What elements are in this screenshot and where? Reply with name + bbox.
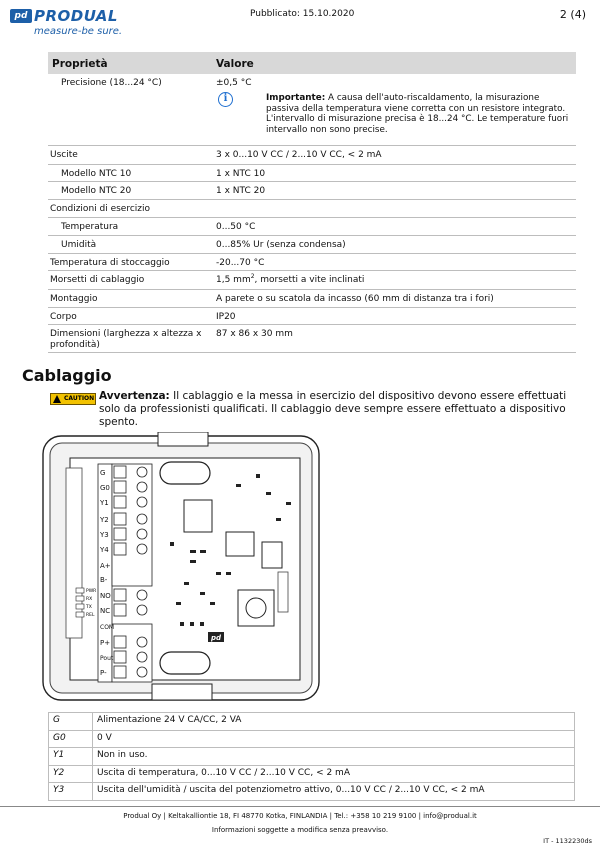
terminal-label: P- bbox=[100, 669, 107, 677]
table-row bbox=[49, 748, 575, 766]
terminal-code: Y3 bbox=[49, 783, 93, 801]
spec-label: Modello NTC 10 bbox=[61, 169, 132, 179]
logo-tagline: measure-be sure. bbox=[34, 26, 123, 37]
footer-notice: Informazioni soggette a modifica senza preavviso. bbox=[211, 826, 389, 834]
spec-value: 1 x NTC 20 bbox=[216, 186, 266, 196]
spec-row bbox=[48, 325, 576, 353]
led-indicator bbox=[76, 612, 84, 617]
spec-label: Modello NTC 20 bbox=[61, 186, 132, 196]
led-indicator bbox=[76, 604, 84, 609]
terminal-screw bbox=[137, 482, 147, 492]
page-number: 2 (4) bbox=[559, 8, 586, 21]
note-body: A causa dell'auto-riscaldamento, la misurazione passiva della temperatura viene corretta con un resistore integrato. L'intervallo di misurazione precisa è 18...24 °C. Le temperature fuori intervallo non sono precise. bbox=[266, 93, 569, 135]
logo-name: PRODUAL bbox=[34, 7, 118, 25]
spec-row bbox=[48, 200, 576, 218]
terminal-screw bbox=[137, 605, 147, 615]
terminal-type: , morsetti a vite inclinati bbox=[254, 275, 365, 285]
spec-value: ±0,5 °C bbox=[216, 78, 252, 88]
spec-value: 0...85% Ur (senza condensa) bbox=[216, 240, 346, 250]
spec-table bbox=[48, 52, 576, 353]
spec-value: 3 x 0...10 V CC / 2...10 V CC, < 2 mA bbox=[216, 150, 382, 160]
terminal-size: 1,5 mm bbox=[216, 275, 251, 285]
pcb-brand-text: pd bbox=[211, 634, 222, 642]
terminal-screw-socket bbox=[114, 604, 126, 616]
info-icon: i bbox=[218, 92, 233, 107]
led-label: REL bbox=[86, 613, 95, 618]
terminal-screw-socket bbox=[114, 589, 126, 601]
note-bold: Importante: bbox=[266, 93, 326, 103]
warning-triangle-icon bbox=[53, 395, 61, 403]
spec-label: Condizioni di esercizio bbox=[50, 204, 151, 214]
led-label: RX bbox=[86, 597, 93, 602]
led-label: PWR bbox=[86, 589, 97, 594]
spec-label: Morsetti di cablaggio bbox=[50, 275, 145, 285]
terminal-label: Pout bbox=[100, 655, 114, 662]
col-property: Proprietà bbox=[52, 58, 108, 70]
terminal-screw-socket bbox=[114, 651, 126, 663]
side-connector bbox=[278, 572, 288, 612]
table-row bbox=[49, 765, 575, 783]
caution-label: CAUTION bbox=[64, 395, 95, 402]
spec-row-precision bbox=[48, 74, 576, 146]
terminal-screw-socket bbox=[114, 528, 126, 540]
caution-badge bbox=[50, 393, 96, 405]
terminal-label: Y1 bbox=[100, 499, 109, 507]
led-indicator bbox=[76, 588, 84, 593]
terminal-screw-socket bbox=[114, 513, 126, 525]
chip-sensor bbox=[184, 500, 212, 532]
spec-table-header bbox=[48, 52, 576, 74]
spec-row bbox=[48, 254, 576, 271]
spec-value: 0...50 °C bbox=[216, 222, 256, 232]
terminal-code: Y2 bbox=[49, 765, 93, 783]
terminal-screw bbox=[137, 652, 147, 662]
section-title: Cablaggio bbox=[22, 366, 112, 385]
produal-logo bbox=[10, 6, 123, 40]
terminal-screw-socket bbox=[114, 636, 126, 648]
terminal-screw-socket bbox=[114, 496, 126, 508]
terminal-desc: Uscita di temperatura, 0...10 V CC / 2...10 V CC, < 2 mA bbox=[93, 765, 575, 783]
terminal-screw bbox=[137, 667, 147, 677]
top-clip bbox=[158, 432, 208, 446]
bottom-clip bbox=[152, 684, 212, 700]
led-label: TX bbox=[86, 605, 92, 610]
terminal-screw bbox=[137, 467, 147, 477]
terminal-label: P+ bbox=[100, 639, 111, 647]
published-date: Pubblicato: 15.10.2020 bbox=[250, 9, 355, 19]
footer-divider bbox=[0, 806, 600, 807]
spec-value: -20...70 °C bbox=[216, 258, 265, 268]
spec-value: IP20 bbox=[216, 312, 236, 322]
table-row bbox=[49, 730, 575, 748]
terminal-screw-socket bbox=[114, 666, 126, 678]
terminal-screw bbox=[137, 514, 147, 524]
warning-text bbox=[99, 390, 569, 429]
spec-row bbox=[48, 146, 576, 165]
spec-row bbox=[48, 271, 576, 290]
terminal-label: B- bbox=[100, 576, 108, 584]
table-row bbox=[49, 783, 575, 801]
spec-label: Umidità bbox=[61, 240, 97, 250]
terminal-screw-socket bbox=[114, 543, 126, 555]
terminal-size-exp: 2 bbox=[250, 273, 255, 280]
spec-row bbox=[48, 290, 576, 308]
footer-company: Produal Oy | Keltakalliontie 18, FI 48770 Kotka, FINLANDIA | Tel.: +358 10 219 9100 | info@produal.it bbox=[123, 812, 477, 820]
terminal-desc: Alimentazione 24 V CA/CC, 2 VA bbox=[93, 713, 575, 731]
terminal-label: Y3 bbox=[100, 531, 109, 539]
terminal-screw bbox=[137, 544, 147, 554]
terminal-label: A+ bbox=[100, 562, 111, 570]
terminal-screw bbox=[137, 529, 147, 539]
spec-label: Precisione (18...24 °C) bbox=[61, 78, 162, 88]
terminal-desc: Non in uso. bbox=[93, 748, 575, 766]
spec-value bbox=[216, 275, 574, 286]
mount-hole-bottom bbox=[160, 652, 210, 674]
terminal-label: NC bbox=[100, 607, 111, 615]
spec-label: Montaggio bbox=[50, 294, 98, 304]
terminal-screw bbox=[137, 590, 147, 600]
terminal-screw bbox=[137, 497, 147, 507]
col-value: Valore bbox=[216, 58, 254, 70]
spec-row bbox=[48, 182, 576, 200]
spec-label: Temperatura bbox=[61, 222, 119, 232]
table-row bbox=[49, 713, 575, 731]
spec-label: Corpo bbox=[50, 312, 77, 322]
terminal-desc: 0 V bbox=[93, 730, 575, 748]
terminal-code: G bbox=[49, 713, 93, 731]
terminal-label: G0 bbox=[100, 484, 110, 492]
spec-value: 1 x NTC 10 bbox=[216, 169, 266, 179]
terminal-screw bbox=[137, 637, 147, 647]
logo-mark: pd bbox=[10, 9, 32, 23]
terminal-code: G0 bbox=[49, 730, 93, 748]
spec-row bbox=[48, 236, 576, 254]
terminal-screw-socket bbox=[114, 466, 126, 478]
warning-bold: Avvertenza: bbox=[99, 390, 170, 402]
terminal-label: G bbox=[100, 469, 106, 477]
terminal-label: NO bbox=[100, 592, 111, 600]
terminal-label: COM bbox=[100, 624, 115, 631]
spec-row bbox=[48, 165, 576, 182]
spec-value: 87 x 86 x 30 mm bbox=[216, 329, 293, 339]
warning-body: Il cablaggio e la messa in esercizio del dispositivo devono essere effettuati solo da professionisti qualificati. Il cablaggio deve sempre essere effettuato a dispositivo spento. bbox=[99, 390, 567, 428]
note-text bbox=[266, 93, 572, 135]
document-id: IT - 1132230ds bbox=[543, 837, 592, 845]
spec-label: Uscite bbox=[50, 150, 78, 160]
spec-label: Temperatura di stoccaggio bbox=[50, 258, 170, 268]
chip-mcu bbox=[226, 532, 254, 556]
terminal-label: Y2 bbox=[100, 516, 109, 524]
page-header bbox=[0, 0, 600, 44]
spec-row bbox=[48, 218, 576, 236]
spec-row bbox=[48, 308, 576, 325]
spec-value: A parete o su scatola da incasso (60 mm di distanza tra i fori) bbox=[216, 294, 494, 304]
mount-hole-top bbox=[160, 462, 210, 484]
potentiometer-knob bbox=[246, 598, 266, 618]
terminal-table bbox=[48, 712, 575, 801]
terminal-screw-socket bbox=[114, 481, 126, 493]
spec-label: Dimensioni (larghezza x altezza x profondità) bbox=[50, 329, 202, 350]
terminal-code: Y1 bbox=[49, 748, 93, 766]
terminal-label: Y4 bbox=[100, 546, 109, 554]
terminal-desc: Uscita dell'umidità / uscita del potenziometro attivo, 0...10 V CC / 2...10 V CC, < 2 mA bbox=[93, 783, 575, 801]
device-wiring-diagram bbox=[40, 432, 322, 704]
led-indicator bbox=[76, 596, 84, 601]
chip-regulator bbox=[262, 542, 282, 568]
